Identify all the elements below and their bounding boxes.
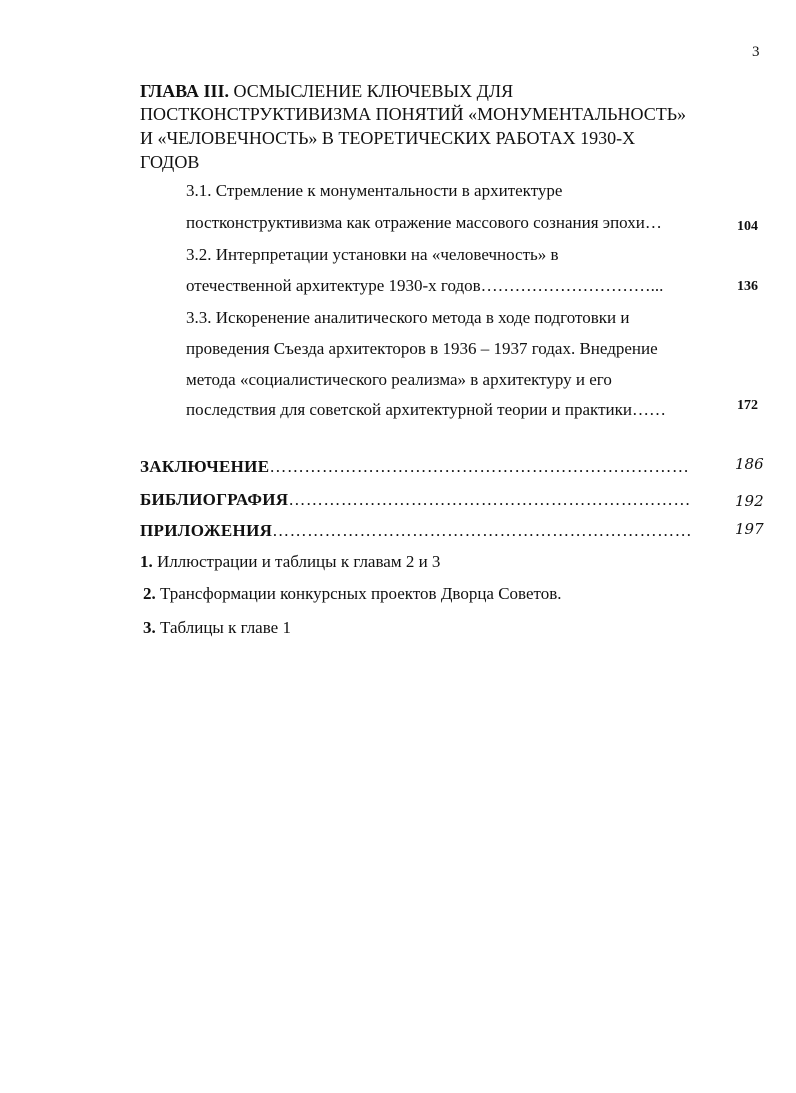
toc-entry-conclusion: ЗАКЛЮЧЕНИЕ………………………………………………………………: [140, 457, 690, 476]
section-page-number: 104: [737, 219, 758, 234]
section-line: проведения Съезда архитекторов в 1936 – 1937 годах. Внедрение: [186, 339, 658, 358]
chapter-title-line: ПОСТКОНСТРУКТИВИЗМА ПОНЯТИЙ «МОНУМЕНТАЛЬНОСТЬ»: [140, 104, 687, 124]
leader-dots: ………………………………………………………………: [269, 457, 690, 476]
section-page-number: 172: [737, 398, 758, 413]
chapter-label: ГЛАВА III.: [140, 81, 230, 101]
section-line: 3.2. Интерпретации установки на «человечность» в: [186, 245, 559, 264]
toc-entry-appendices: ПРИЛОЖЕНИЯ………………………………………………………………: [140, 521, 693, 540]
leader-dots: ……………………………………………………………: [288, 490, 691, 509]
appendix-item: 1. Иллюстрации и таблицы к главам 2 и 3: [140, 552, 441, 571]
handwritten-page-number: 197: [735, 520, 764, 538]
page-number: 3: [752, 44, 760, 60]
handwritten-page-number: 192: [735, 492, 764, 510]
leader-dots: ………………………………………………………………: [272, 521, 693, 540]
appendix-item: 3. Таблицы к главе 1: [143, 618, 291, 637]
section-line: 3.3. Искоренение аналитического метода в ходе подготовки и: [186, 308, 630, 327]
section-line: отечественной архитектуре 1930-х годов…………………………...: [186, 276, 664, 295]
chapter-title-line: ГОДОВ: [140, 152, 200, 172]
handwritten-page-number: 186: [735, 455, 764, 473]
section-line: метода «социалистического реализма» в архитектуру и его: [186, 370, 612, 389]
section-line: 3.1. Стремление к монументальности в архитектуре: [186, 181, 563, 200]
section-page-number: 136: [737, 279, 758, 294]
appendix-item: 2. Трансформации конкурсных проектов Дворца Советов.: [143, 584, 562, 603]
chapter-title-line: ГЛАВА III. ОСМЫСЛЕНИЕ КЛЮЧЕВЫХ ДЛЯ: [140, 81, 514, 101]
section-line: постконструктивизма как отражение массового сознания эпохи…: [186, 213, 662, 232]
toc-entry-bibliography: БИБЛИОГРАФИЯ……………………………………………………………: [140, 490, 691, 509]
section-line: последствия для советской архитектурной теории и практики……: [186, 400, 666, 419]
chapter-title-line: И «ЧЕЛОВЕЧНОСТЬ» В ТЕОРЕТИЧЕСКИХ РАБОТАХ 1930-Х: [140, 128, 636, 148]
